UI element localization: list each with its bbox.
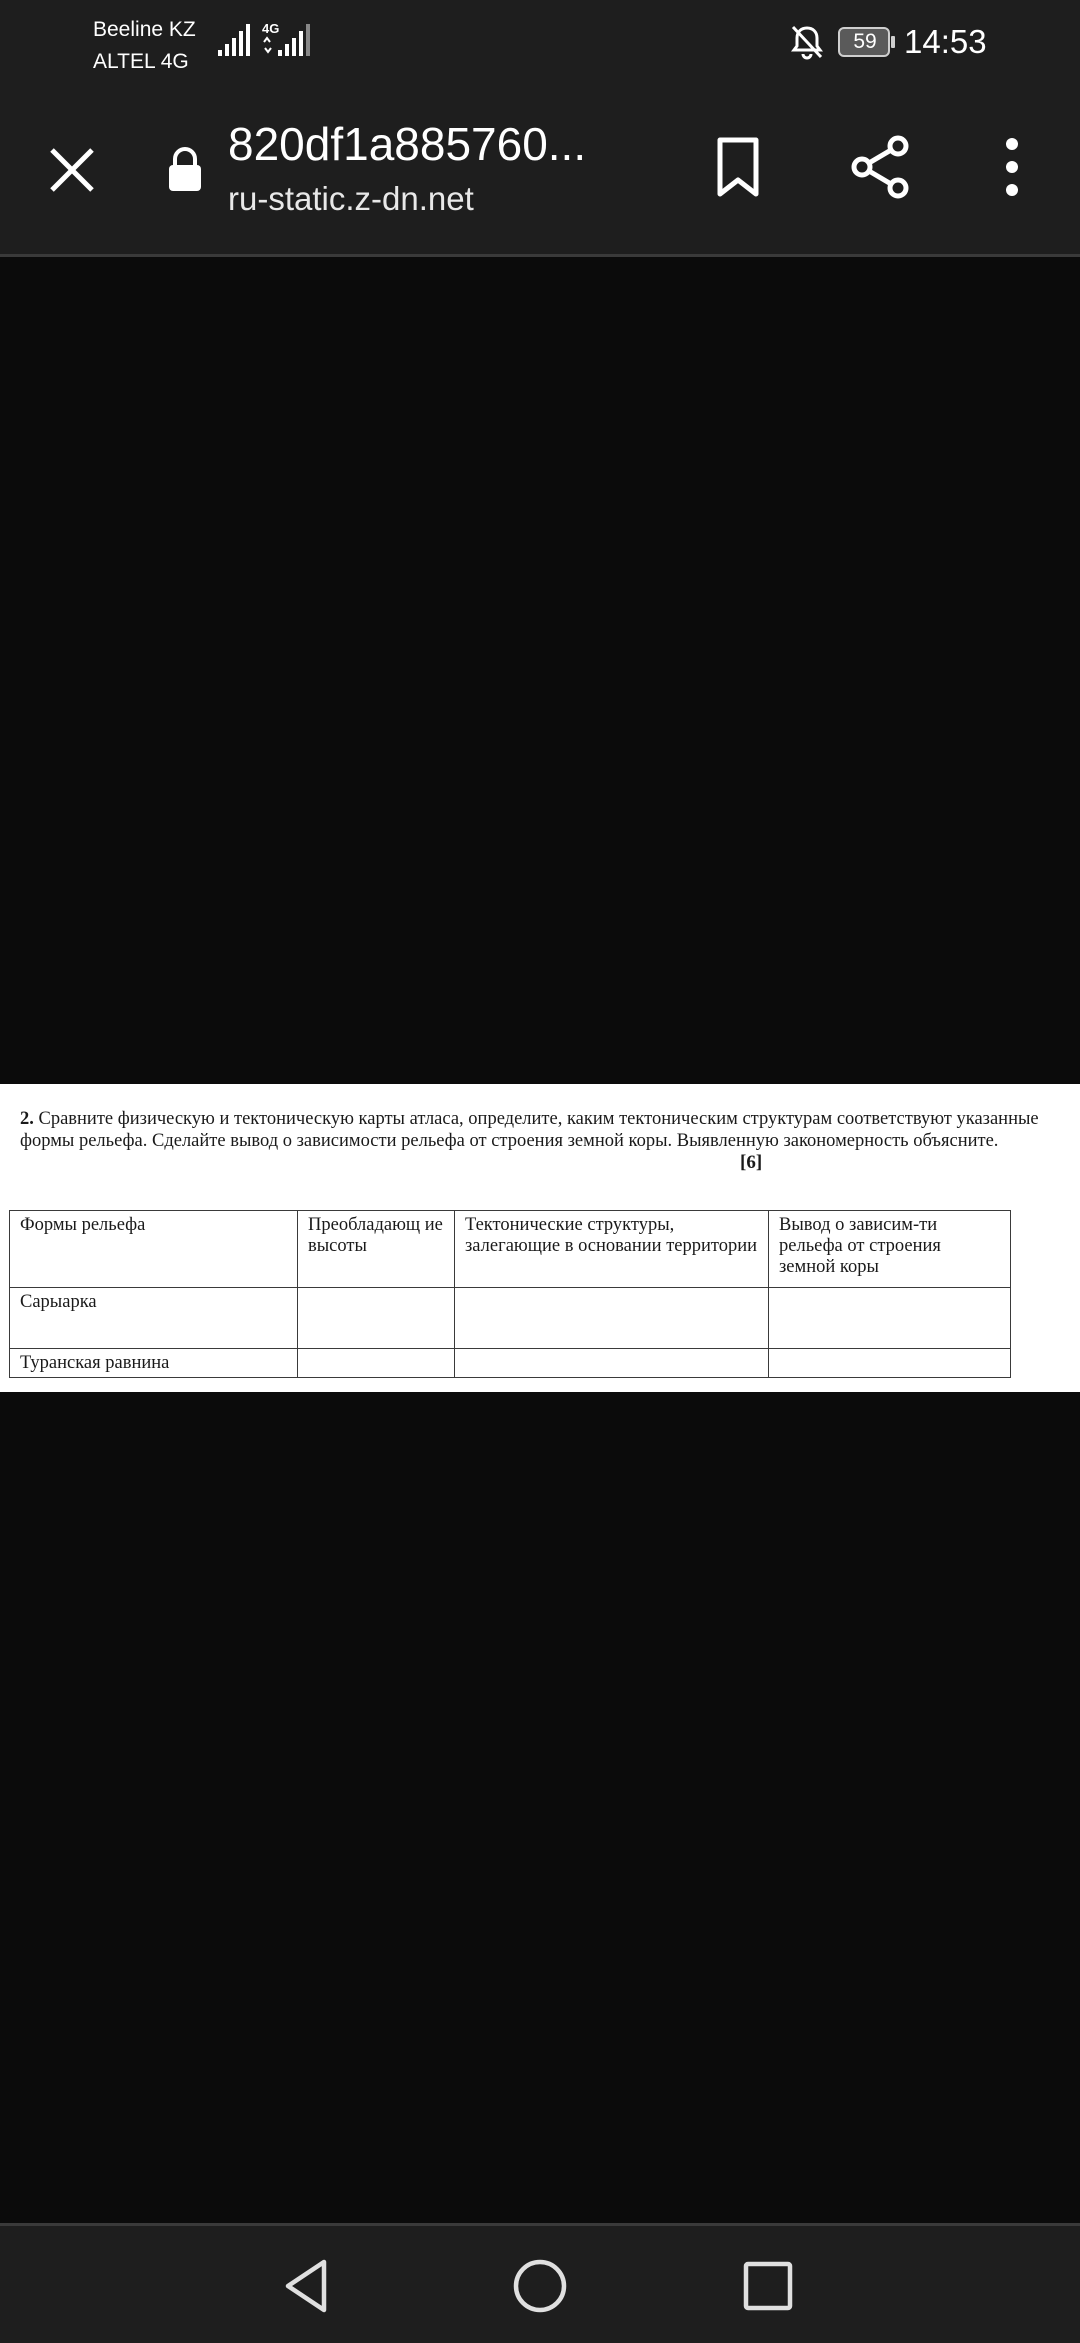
table-cell xyxy=(455,1288,769,1349)
carrier-primary: Beeline KZ xyxy=(93,18,196,41)
navigation-bar xyxy=(0,2223,1080,2343)
carrier-info xyxy=(93,14,196,78)
recent-apps-icon[interactable] xyxy=(738,2256,798,2316)
task-text xyxy=(20,1108,1060,1152)
table-row xyxy=(10,1288,1011,1349)
browser-toolbar xyxy=(0,90,1080,257)
signal-icon-2 xyxy=(262,22,314,56)
table-header-cell: Тектонические структуры, залегающие в основании территории xyxy=(455,1211,769,1288)
home-icon[interactable] xyxy=(510,2256,570,2316)
table-cell xyxy=(769,1349,1011,1378)
bookmark-icon[interactable] xyxy=(708,134,768,200)
more-vertical-icon[interactable] xyxy=(990,134,1034,200)
task-score: [6] xyxy=(740,1152,763,1173)
network-type-badge: 4G xyxy=(262,21,280,36)
table-header-cell: Преобладающ ие высоты xyxy=(298,1211,455,1288)
page-title[interactable]: 820df1a885760... xyxy=(228,118,587,170)
page-host[interactable]: ru-static.z-dn.net xyxy=(228,180,474,217)
status-bar xyxy=(0,0,1080,90)
relief-table xyxy=(9,1210,1011,1378)
lock-icon xyxy=(165,145,205,195)
table-header-cell: Формы рельефа xyxy=(10,1211,298,1288)
battery-level: 59 xyxy=(853,30,877,53)
image-viewport[interactable] xyxy=(0,257,1080,2223)
table-cell xyxy=(769,1288,1011,1349)
table-cell: Сарыарка xyxy=(10,1288,298,1349)
table-cell xyxy=(298,1349,455,1378)
table-cell: Туранская равнина xyxy=(10,1349,298,1378)
task-number: 2. xyxy=(20,1109,34,1129)
close-icon[interactable] xyxy=(40,138,104,202)
back-icon[interactable] xyxy=(278,2256,338,2316)
document-image xyxy=(0,1084,1080,1392)
table-row xyxy=(10,1349,1011,1378)
task-body: Сравните физическую и тектоническую карты атласа, определите, каким тектоническим структурам соответствуют указанные формы рельефа. Сделайте вывод о зависимости рельефа от строения земной коры. Выявленную закономерность объясните. xyxy=(20,1109,1039,1151)
clock: 14:53 xyxy=(904,23,987,60)
carrier-secondary: ALTEL 4G xyxy=(93,50,189,73)
mute-notification-icon xyxy=(790,24,824,60)
signal-icon xyxy=(218,22,254,56)
table-cell xyxy=(455,1349,769,1378)
table-header-row xyxy=(10,1211,1011,1288)
table-header-cell: Вывод о зависим-ти рельефа от строения земной коры xyxy=(769,1211,1011,1288)
table-cell xyxy=(298,1288,455,1349)
share-icon[interactable] xyxy=(848,134,914,200)
